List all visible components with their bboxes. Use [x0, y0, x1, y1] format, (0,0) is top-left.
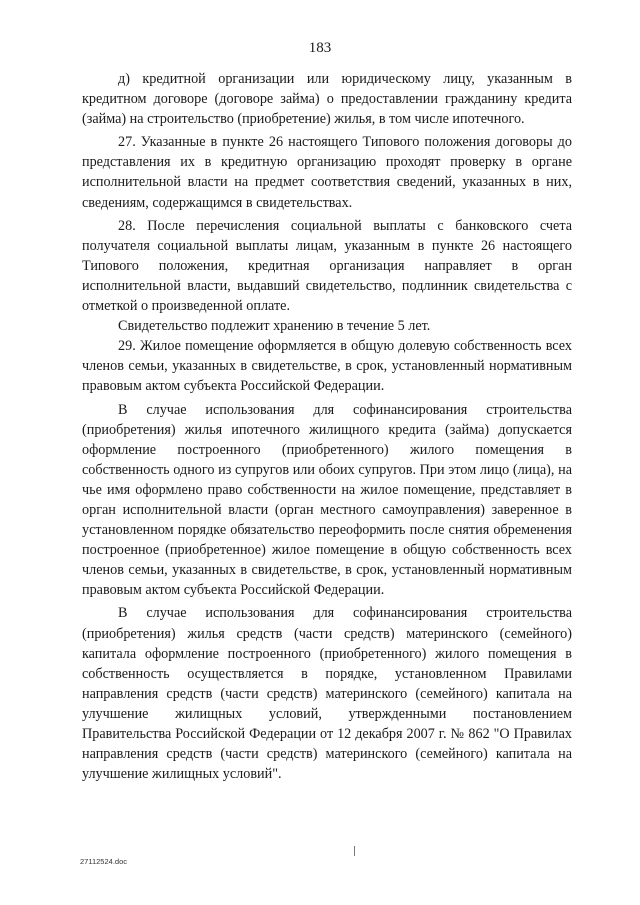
scan-artifact: [354, 846, 355, 856]
paragraph-mortgage-case: В случае использования для софинансирования строительства (приобретения) жилья ипотечного жилищного кредита (займа) допускается оформление построенного (приобретенного) жилого помещения в собственность одного из супругов или обоих супругов. При этом лицо (лица), на чье имя оформлено право собственности на жилое помещение, представляет в орган исполнительной власти (орган местного самоуправления) заверенное в установленном порядке обязательство переоформить после снятия обременения построенное (приобретенное) жилое помещение в общую собственность всех членов семьи, указанных в свидетельстве, в срок, установленный нормативным правовым актом субъекта Российской Федерации.: [82, 401, 572, 599]
paragraph-29: 29. Жилое помещение оформляется в общую долевую собственность всех членов семьи, указанных в свидетельстве, в срок, установленный нормативным правовым актом субъекта Российской Федерации.: [82, 338, 572, 395]
page-number: 183: [308, 40, 332, 56]
paragraph-27: 27. Указанные в пункте 26 настоящего Типового положения договоры до представления их в кредитную организацию проходят проверку в органе исполнительной власти на предмет соответствия сведений, указанных в них, сведениям, содержащимся в свидетельствах.: [82, 134, 572, 211]
footer-filename: 27112524.doc: [80, 857, 127, 866]
paragraph-maternity-capital-case: В случае использования для софинансирования строительства (приобретения) жилья средств (части средств) материнского (семейного) капитала оформление построенного (приобретенного) жилого помещения в собственность осуществляется в порядке, установленном Правилами направления средств (части средств) материнского (семейного) капитала на улучшение жилищных условий, утвержденными постановлением Правительства Российской Федерации от 12 декабря 2007 г. № 862 "О Правилах направления средств (части средств) материнского (семейного) капитала на улучшение жилищных условий".: [82, 605, 572, 783]
paragraph-item-d: д) кредитной организации или юридическому лицу, указанным в кредитном договоре (договоре займа) о предоставлении гражданину кредита (займа) на строительство (приобретение) жилья, в том числе ипотечного.: [82, 71, 572, 128]
paragraph-28: 28. После перечисления социальной выплаты с банковского счета получателя социальной выплаты лицам, указанным в пункте 26 настоящего Типового положения, кредитная организация направляет в орган исполнительной власти, выдавший свидетельство, подлинник свидетельства с отметкой о произведенной оплате.: [82, 217, 572, 315]
document-body: [82, 69, 572, 784]
paragraph-storage-term: Свидетельство подлежит хранению в течение 5 лет.: [118, 318, 431, 335]
